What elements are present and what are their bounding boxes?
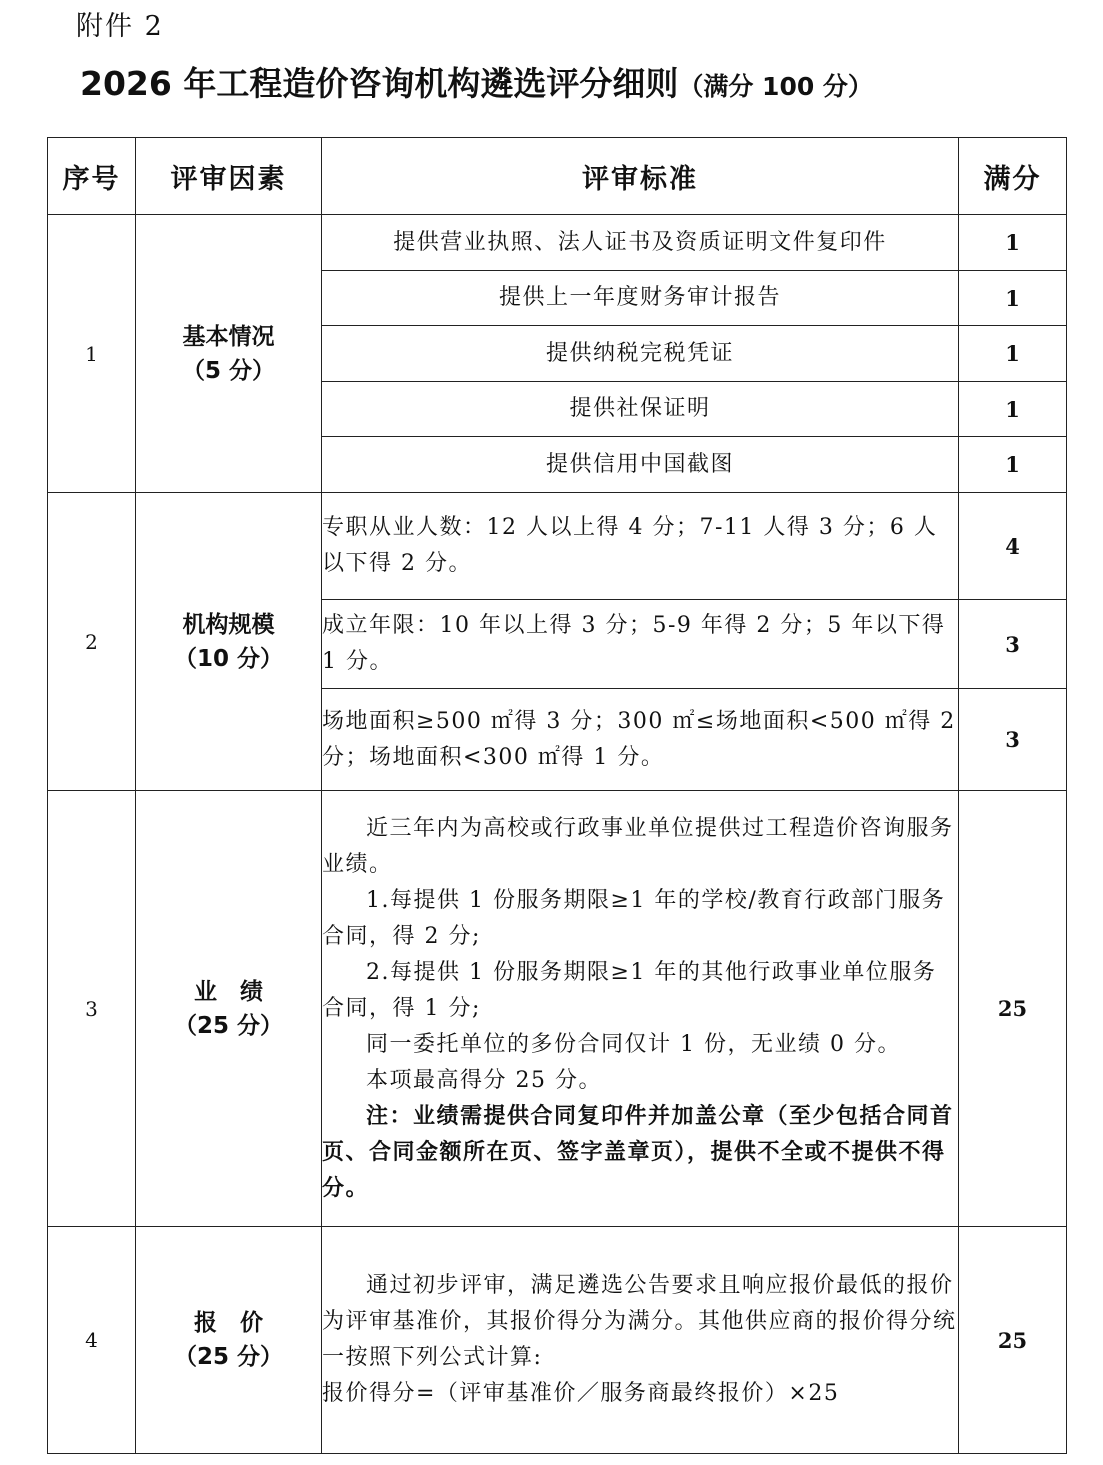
criteria-paragraph: 本项最高得分 25 分。 (366, 1067, 602, 1093)
score-cell: 1 (959, 382, 1067, 437)
criteria-paragraph: 同一委托单位的多份合同仅计 1 份，无业绩 0 分。 (366, 1031, 901, 1057)
document-title (80, 58, 873, 105)
row-number: 2 (48, 493, 136, 791)
criteria-cell (322, 1227, 959, 1454)
factor-cell (136, 215, 322, 493)
score-cell: 3 (959, 600, 1067, 689)
header-factor: 评审因素 (136, 138, 322, 215)
criteria-cell: 提供社保证明 (322, 382, 959, 437)
criteria-paragraph: 2.每提供 1 份服务期限≥1 年的其他行政事业单位服务合同，得 1 分; (322, 959, 937, 1021)
table-row (48, 493, 1067, 600)
scoring-table (47, 137, 1067, 1454)
factor-name: 基本情况 (182, 323, 275, 350)
score-cell: 25 (959, 791, 1067, 1227)
criteria-cell (322, 791, 959, 1227)
criteria-cell: 成立年限：10 年以上得 3 分；5-9 年得 2 分；5 年以下得 1 分。 (322, 600, 959, 689)
criteria-note: 注：业绩需提供合同复印件并加盖公章（至少包括合同首页、合同金额所在页、签字盖章页），提供不全或不提供不得分。 (322, 1103, 954, 1201)
title-sub: （满分 100 分） (678, 72, 873, 101)
header-score: 满分 (959, 138, 1067, 215)
header-seq: 序号 (48, 138, 136, 215)
table-row (48, 791, 1067, 1227)
attachment-label: 附件 2 (76, 11, 164, 42)
score-cell: 4 (959, 493, 1067, 600)
factor-points: （25 分） (173, 1012, 283, 1039)
score-cell: 1 (959, 271, 1067, 326)
table-row (48, 215, 1067, 271)
table-header-row (48, 138, 1067, 215)
criteria-cell: 专职从业人数：12 人以上得 4 分；7-11 人得 3 分；6 人以下得 2 分。 (322, 493, 959, 600)
header-criteria: 评审标准 (322, 138, 959, 215)
criteria-cell: 提供营业执照、法人证书及资质证明文件复印件 (322, 215, 959, 271)
row-number: 4 (48, 1227, 136, 1454)
table-row (48, 1227, 1067, 1454)
criteria-cell: 提供上一年度财务审计报告 (322, 271, 959, 326)
row-number: 3 (48, 791, 136, 1227)
criteria-paragraph: 1.每提供 1 份服务期限≥1 年的学校/教育行政部门服务合同，得 2 分; (322, 887, 946, 949)
price-formula: 报价得分=（评审基准价／服务商最终报价）×25 (322, 1381, 840, 1406)
title-main: 2026 年工程造价咨询机构遴选评分细则 (80, 64, 679, 103)
criteria-paragraph: 近三年内为高校或行政事业单位提供过工程造价咨询服务业绩。 (322, 815, 954, 877)
score-cell: 25 (959, 1227, 1067, 1454)
criteria-paragraph: 通过初步评审，满足遴选公告要求且响应报价最低的报价为评审基准价，其报价得分为满分。其他供应商的报价得分统一按照下列公式计算: (322, 1273, 957, 1370)
factor-name: 机构规模 (182, 611, 275, 638)
factor-cell (136, 493, 322, 791)
criteria-cell: 提供纳税完税凭证 (322, 326, 959, 382)
score-cell: 1 (959, 326, 1067, 382)
factor-name: 业 绩 (194, 978, 263, 1005)
score-cell: 1 (959, 215, 1067, 271)
factor-points: （10 分） (173, 645, 283, 672)
factor-cell (136, 1227, 322, 1454)
score-cell: 1 (959, 437, 1067, 493)
row-number: 1 (48, 215, 136, 493)
factor-points: （25 分） (173, 1344, 283, 1370)
score-cell: 3 (959, 689, 1067, 791)
criteria-cell: 提供信用中国截图 (322, 437, 959, 493)
factor-points: （5 分） (181, 357, 275, 384)
factor-name: 报 价 (194, 1310, 263, 1336)
criteria-cell: 场地面积≥500 ㎡得 3 分；300 ㎡≤场地面积<500 ㎡得 2 分；场地面积<300 ㎡得 1 分。 (322, 689, 959, 791)
factor-cell (136, 791, 322, 1227)
